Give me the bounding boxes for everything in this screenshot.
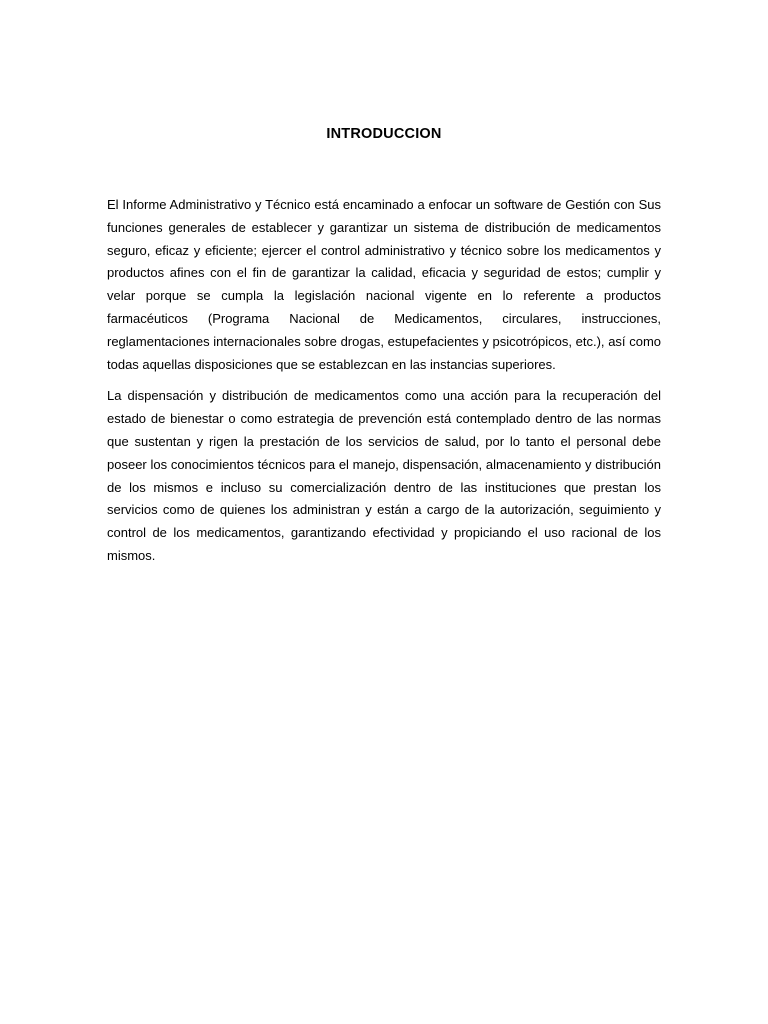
page-title: INTRODUCCION xyxy=(326,126,442,142)
paragraph-intro: El Informe Administrativo y Técnico está encaminado a enfocar un software de Gestión con Sus funciones generales de establecer y garantizar un sistema de distribución de medicamentos seguro, eficaz y eficiente; ejercer el control administrativo y técnico sobre los medicamentos y productos afines con el fin de garantizar la calidad, eficacia y seguridad de estos; cumplir y velar porque se cumpla la legislación nacional vigente en lo referente a productos farmacéuticos (Programa Nacional de Medicamentos, circulares, instrucciones, reglamentaciones internacionales sobre drogas, estupefacientes y psicotrópicos, etc.), así como todas aquellas disposiciones que se establezcan en las instancias superiores. xyxy=(107,197,661,372)
paragraph-dispensation: La dispensación y distribución de medicamentos como una acción para la recuperación del estado de bienestar o como estrategia de prevención está contemplado dentro de las normas que sustentan y rigen la prestación de los servicios de salud, por lo tanto el personal debe poseer los conocimientos técnicos para el manejo, dispensación, almacenamiento y distribución de los mismos e incluso su comercialización dentro de las instituciones que prestan los servicios como de quienes los administran y están a cargo de la autorización, seguimiento y control de los medicamentos, garantizando efectividad y propiciando el uso racional de los mismos. xyxy=(107,388,661,563)
document-body xyxy=(107,194,661,577)
